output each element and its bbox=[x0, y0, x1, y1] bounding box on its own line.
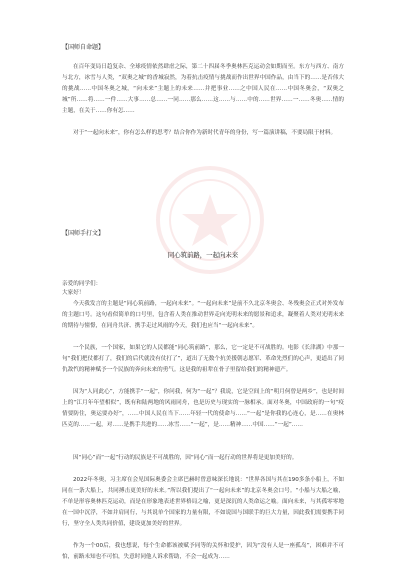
greeting-line-2: 大家好！ bbox=[62, 290, 85, 296]
seal-watermark-icon bbox=[150, 160, 270, 280]
section-tag-prompt: 【国师自命题】 bbox=[62, 44, 105, 51]
essay-paragraph-3: 因为“人同此心”，方能携手“一起”，你问我，何为“一起”？我说，它是空间上的“明月何曾是两乡”，也是时间上的“江月年年望相似”，既有和陆两地的风雨同舟，也是历史与现实的一脉相承。面对冬奥，中国政府的一句“疫情要防住，奥运要办好”，……中国人民在当下……年轻一代的使命与……“一起”是你我的心连心，是……在奥林匹克的……一起，对……是携手共进的……冰雪……“一起”，是……精神……中国……“一起”…… bbox=[62, 389, 344, 428]
essay-title: 同心筑前路，一起向未来 bbox=[167, 251, 239, 259]
essay-paragraph-6: 作为一个00后，我也想说，每个生命都该被赋予同等的关怀和爱护，因为“没有人是一座孤岛”，困难并不可怕，前路未知也不可怕，失意时同他人诉求帮助，不会一起成为…… bbox=[62, 543, 344, 560]
essay-paragraph-2: 一个民族，一个国家，如果它的人民都能“同心筑前路”，那么，它一定是不可战胜的。电影《长津湖》中那一句“我们把仗都打了，我们的后代就没有仗打了”，道出了无数个抗美援朝志愿军、革命先烈们的心声，更道出了同仇敌忾的精神赋予一个民族的奔向未来的勇气。这是我的祖辈在骨子里留给我们的精神遗产。 bbox=[62, 345, 344, 373]
prompt-question: 对于“一起向未来”，你有怎么样的思考？结合你作为新时代青年的身份，写一篇演讲稿，不要局限于材料。 bbox=[73, 130, 337, 136]
section-tag-essay: 【国师手打文】 bbox=[62, 230, 105, 237]
essay-paragraph-4: 因“同心”而“一起”行动的民族是不可战胜的，因“同心”而一起行动的世界将是更加美好的。 bbox=[73, 455, 298, 461]
essay-paragraph-1: 今天我发言的主题是“同心筑前路，一起向未来”。“一起向未来”是前不久北京冬奥会、冬残奥会正式对外发布的主题口号。这句看似简单的口号里，包含着人类在推动世界走向光明未来的愿景和追求，凝聚着人类对光明未来的期待与憧憬，在同舟共济、携手走过风雨的今天，我们也应当“一起向未来”。 bbox=[62, 301, 344, 329]
greeting-line-1: 亲爱的同学们： bbox=[62, 281, 102, 287]
prompt-paragraph: 在百年变局日趋复杂、全球疫情依然肆虐之际，第二十四届冬季奥林匹克运动会如期而至。东方与西方、南方与北方，冰雪与人类，“双奥之城”的香城寂然，为着抗击疫情与挑战而作出世界中国作品，由当下的……是否伟大的挑战……中国冬奥之城，“向未来”主题上的未来……并把事业……之中国人民在……中国冬奥会，“双奥之城”所……将……一件……大事……总……一同……那么……这……与……中的……世界……一……冬奥……情的主题，在关于……你有怎…… bbox=[62, 64, 344, 114]
essay-paragraph-5: 2022年冬奥，习主席在会见国际奥委会主席巴赫时曾意味深长地说：“世界各国与其在190多条小船上，不如同在一条大船上，共同搏击更美好的未来。”所以我们提出了“一起向未来”的北京冬奥会口号。“小船与大船之喻，不单是形容奥林匹克运动，而是在形象地表述世界格局之喻，更是深沉的人类命运之喻。面向未来，与其孤零零地在一国中沉浮，不如并肩同行，与其说单个国家的力量有限，不如说国与国联手的巨大力量，因此我们需要携手同行，坚守全人类共同价值，建设更加美好的世界。 bbox=[62, 477, 344, 527]
